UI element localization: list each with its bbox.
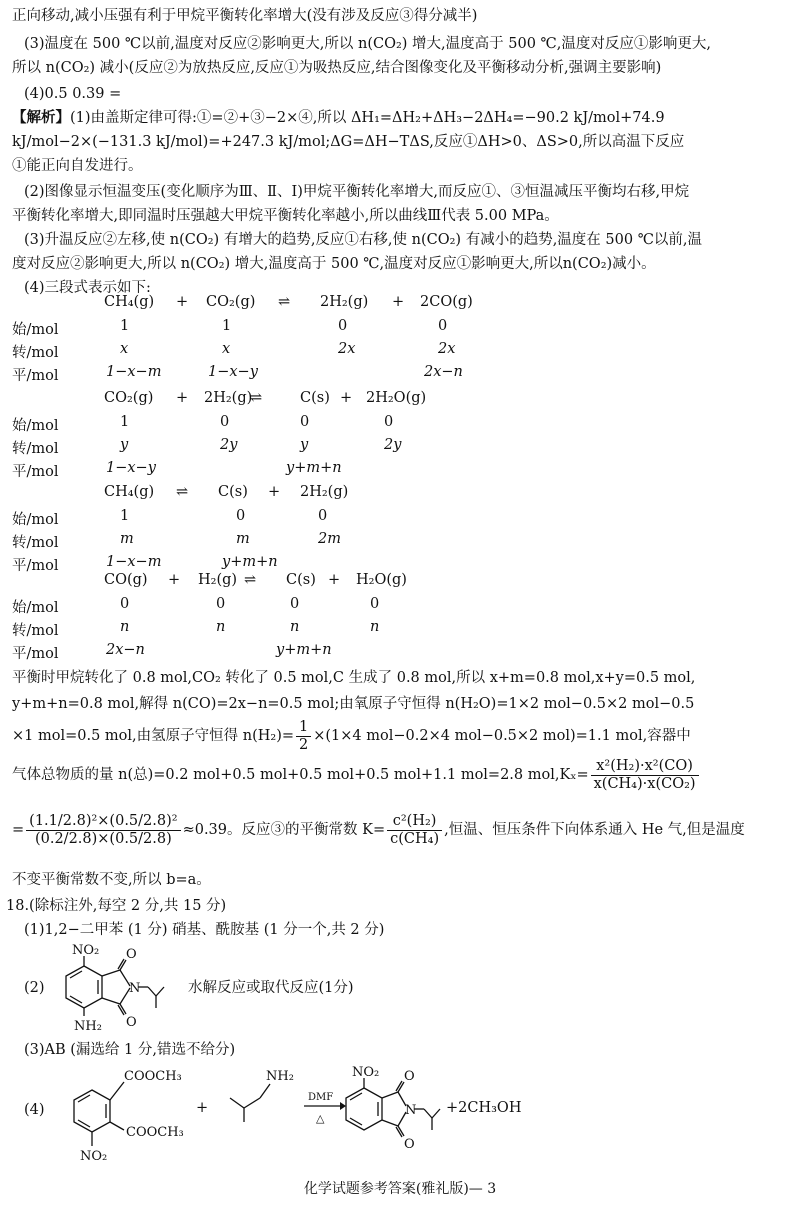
q18-answer-1: (1)1,2−二甲苯 (1 分) 硝基、酰胺基 (1 分一个,共 2 分) [24,922,385,938]
denominator: 2 [299,736,309,753]
denominator: (0.2/2.8)×(0.5/2.8) [34,830,172,847]
q18-heading: 18.(除标注外,每空 2 分,共 15 分) [6,898,227,914]
imide-n: N [405,1103,417,1118]
table-cell: 1−x−m [106,364,162,380]
text-line: (2)图像显示恒温变压(变化顺序为Ⅲ、Ⅱ、Ⅰ)甲烷平衡转化率增大,而反应①、③恒温减压平衡均右移,甲烷 [24,184,690,200]
denominator: x(CH₄)·x(CO₂) [593,775,696,792]
text: 气体总物质的量 n(总)=0.2 mol+0.5 mol+0.5 mol+0.5 mol+1.1 mol=2.8 mol,Kₓ= [12,767,589,783]
text-line: 平衡转化率增大,即同温时压强越大甲烷平衡转化率越小,所以曲线Ⅲ代表 5.00 MPa。 [12,208,559,224]
row-label: 始/mol [12,322,59,338]
table-cell: 1−x−m [106,554,162,570]
species: 2CO(g) [420,294,473,310]
plus-sign: + [328,572,341,588]
carbonyl-o: O [126,1015,137,1030]
fraction-k [387,813,442,848]
equilibrium-arrow: ⇌ [176,484,189,500]
table-cell: n [370,619,380,635]
table-cell: 2x [438,341,456,357]
row-label: 始/mol [12,418,59,434]
text: ≈0.39。反应③的平衡常数 K= [182,822,386,838]
plus-sign: + [268,484,281,500]
text-line: (3)升温反应②左移,使 n(CO₂) 有增大的趋势,反应①右移,使 n(CO₂) 有减小的趋势,温度在 500 ℃以前,温 [24,232,703,248]
text-line: 不变平衡常数不变,所以 b=a。 [12,872,211,888]
q18-answer-2-label: (2) [24,980,45,996]
text-line: ①能正向自发进行。 [12,158,143,174]
plus-sign: + [196,1100,209,1116]
nitro-group: NO₂ [352,1065,380,1080]
table-cell: 0 [370,596,380,612]
equilibrium-arrow: ⇌ [244,572,257,588]
species: CO₂(g) [104,390,154,406]
fraction-half [296,719,311,754]
equilibrium-arrow: ⇌ [250,390,263,406]
fraction-kx [591,758,699,793]
structure-nitro-imide-product [334,1064,454,1156]
analysis-tag: 【解析】 [12,109,70,126]
species: H₂O(g) [356,572,407,588]
table-cell: y+m+n [286,460,342,476]
species: 2H₂O(g) [366,390,427,406]
row-label: 转/mol [12,535,59,551]
text-line: 度对反应②影响更大,所以 n(CO₂) 增大,温度高于 500 ℃,温度对反应①影响更大,所以n(CO₂)减小。 [12,256,656,272]
nitro-group: NO₂ [72,943,100,958]
row-label: 平/mol [12,646,59,662]
text-line: kJ/mol−2×(−131.3 kJ/mol)=+247.3 kJ/mol;ΔG=ΔH−TΔS,反应①ΔH>0、ΔS>0,所以高温下反应 [12,134,685,150]
table-cell: 2y [384,437,402,453]
text-line: 所以 n(CO₂) 减小(反应②为放热反应,反应①为吸热反应,结合图像变化及平衡移动分析,强调主要影响) [12,60,662,76]
row-label: 平/mol [12,464,59,480]
table-cell: 1 [120,414,130,430]
table-cell: 0 [438,318,448,334]
table-cell: y+m+n [222,554,278,570]
table-cell: y [120,437,129,453]
table-cell: 1 [120,508,130,524]
imide-n: N [129,981,141,996]
calc-line-5: = $\frac{\text{(1.1/2.8)²×(0.5/2.8)²}}{(0.2/2.8)\times(0.5/2.8)}$ ≈0.39。反应③的平衡常数 K= $\frac{\text{c²(H₂)}}{\text{c(CH₄)}}$ ,恒温、恒压条件下向体系通入 He 气,但是温度 [12,812,745,847]
row-label: 平/mol [12,368,59,384]
table-cell: y+m+n [276,642,332,658]
ester-group: COOCH₃ [124,1069,182,1084]
table-cell: m [236,531,250,547]
text: ,恒温、恒压条件下向体系通入 He 气,但是温度 [444,822,745,838]
structure-amino-nitro-imide [52,942,182,1034]
text: ×1 mol=0.5 mol,由氢原子守恒得 n(H₂)= [12,728,295,744]
arrow-condition-bottom: △ [316,1112,325,1125]
table-cell: 2x−n [424,364,463,380]
q18-answer-4-label: (4) [24,1102,45,1118]
table-cell: 0 [290,596,300,612]
species: H₂(g) [198,572,238,588]
row-label: 始/mol [12,600,59,616]
plus-sign: + [340,390,353,406]
species: C(s) [286,572,316,588]
numerator: (1.1/2.8)²×(0.5/2.8)² [26,813,180,831]
table-cell: 2x [338,341,356,357]
q18-answer-2-text: 水解反应或取代反应(1分) [188,980,354,996]
text-line: (3)温度在 500 ℃以前,温度对反应②影响更大,所以 n(CO₂) 增大,温度高于 500 ℃,温度对反应①影响更大, [24,36,711,52]
plus-sign: + [392,294,405,310]
table-cell: 0 [338,318,348,334]
nitro-group: NO₂ [80,1149,108,1164]
table-cell: x [120,341,129,357]
text-line: y+m+n=0.8 mol,解得 n(CO)=2x−n=0.5 mol;由氧原子守恒得 n(H₂O)=1×2 mol−0.5×2 mol−0.5 [12,696,695,712]
table-cell: 0 [384,414,394,430]
species: 2H₂(g) [300,484,349,500]
row-label: 转/mol [12,623,59,639]
table-cell: m [120,531,134,547]
table-cell: 1 [120,318,130,334]
table-cell: 2m [318,531,341,547]
numerator: c²(H₂) [387,813,442,831]
numerator: 1 [296,719,311,737]
text-line: 正向移动,减小压强有利于甲烷平衡转化率增大(没有涉及反应③得分减半) [12,8,478,24]
numerator: x²(H₂)·x²(CO) [591,758,699,776]
text: ×(1×4 mol−0.2×4 mol−0.5×2 mol)=1.1 mol,容器中 [313,728,691,744]
structure-dimethyl-nitrophthalate [50,1060,200,1170]
carbonyl-o: O [126,947,137,962]
species: CH₄(g) [104,484,155,500]
table-cell: x [222,341,231,357]
carbonyl-o: O [404,1069,415,1084]
text: (1)由盖斯定律可得:①=②+③−2×④,所以 ΔH₁=ΔH₂+ΔH₃−2ΔH₄=−90.2 kJ/mol+74.9 [70,110,665,126]
table-cell: 0 [120,596,130,612]
calc-line-4 [12,756,701,794]
species: CO(g) [104,572,148,588]
text-line: 平衡时甲烷转化了 0.8 mol,CO₂ 转化了 0.5 mol,C 生成了 0.8 mol,所以 x+m=0.8 mol,x+y=0.5 mol, [12,670,696,686]
row-label: 转/mol [12,345,59,361]
page-footer: 化学试题参考答案(雅礼版)— 3 [303,1181,497,1197]
ester-group: COOCH₃ [126,1125,184,1140]
table-cell: 0 [236,508,246,524]
row-label: 转/mol [12,441,59,457]
species: 2H₂(g) [320,294,369,310]
row-label: 始/mol [12,512,59,528]
row-label: 平/mol [12,558,59,574]
species: 2H₂(g) [204,390,253,406]
species: CH₄(g) [104,294,155,310]
table-cell: 1−x−y [208,364,258,380]
table-cell: 0 [318,508,328,524]
plus-sign: + [176,390,189,406]
table-cell: 2y [220,437,238,453]
table-cell: 1 [222,318,232,334]
table-cell: n [216,619,226,635]
arrow-condition-top: DMF [308,1092,334,1103]
plus-sign: + [176,294,189,310]
table-cell: 2x−n [106,642,145,658]
table-cell: y [300,437,309,453]
text-line: (4)0.5 0.39 = [24,86,122,102]
text-line: (4)三段式表示如下: [24,280,151,296]
species: C(s) [218,484,248,500]
analysis-p1 [12,108,665,128]
fraction-big [26,813,180,848]
denominator: c(CH₄) [390,830,440,847]
table-cell: 0 [216,596,226,612]
species: CO₂(g) [206,294,256,310]
table-cell: n [290,619,300,635]
table-cell: 0 [220,414,230,430]
calc-line-3 [12,718,691,754]
table-cell: n [120,619,130,635]
equilibrium-arrow: ⇌ [278,294,291,310]
plus-sign: + [168,572,181,588]
byproduct: +2CH₃OH [446,1100,522,1116]
structure-isobutylamine [222,1066,312,1126]
carbonyl-o: O [404,1137,415,1152]
amino-group: NH₂ [266,1069,294,1084]
table-cell: 0 [300,414,310,430]
table-cell: 1−x−y [106,460,156,476]
q18-answer-3: (3)AB (漏选给 1 分,错选不给分) [24,1042,236,1058]
species: C(s) [300,390,330,406]
amino-group: NH₂ [74,1019,102,1034]
